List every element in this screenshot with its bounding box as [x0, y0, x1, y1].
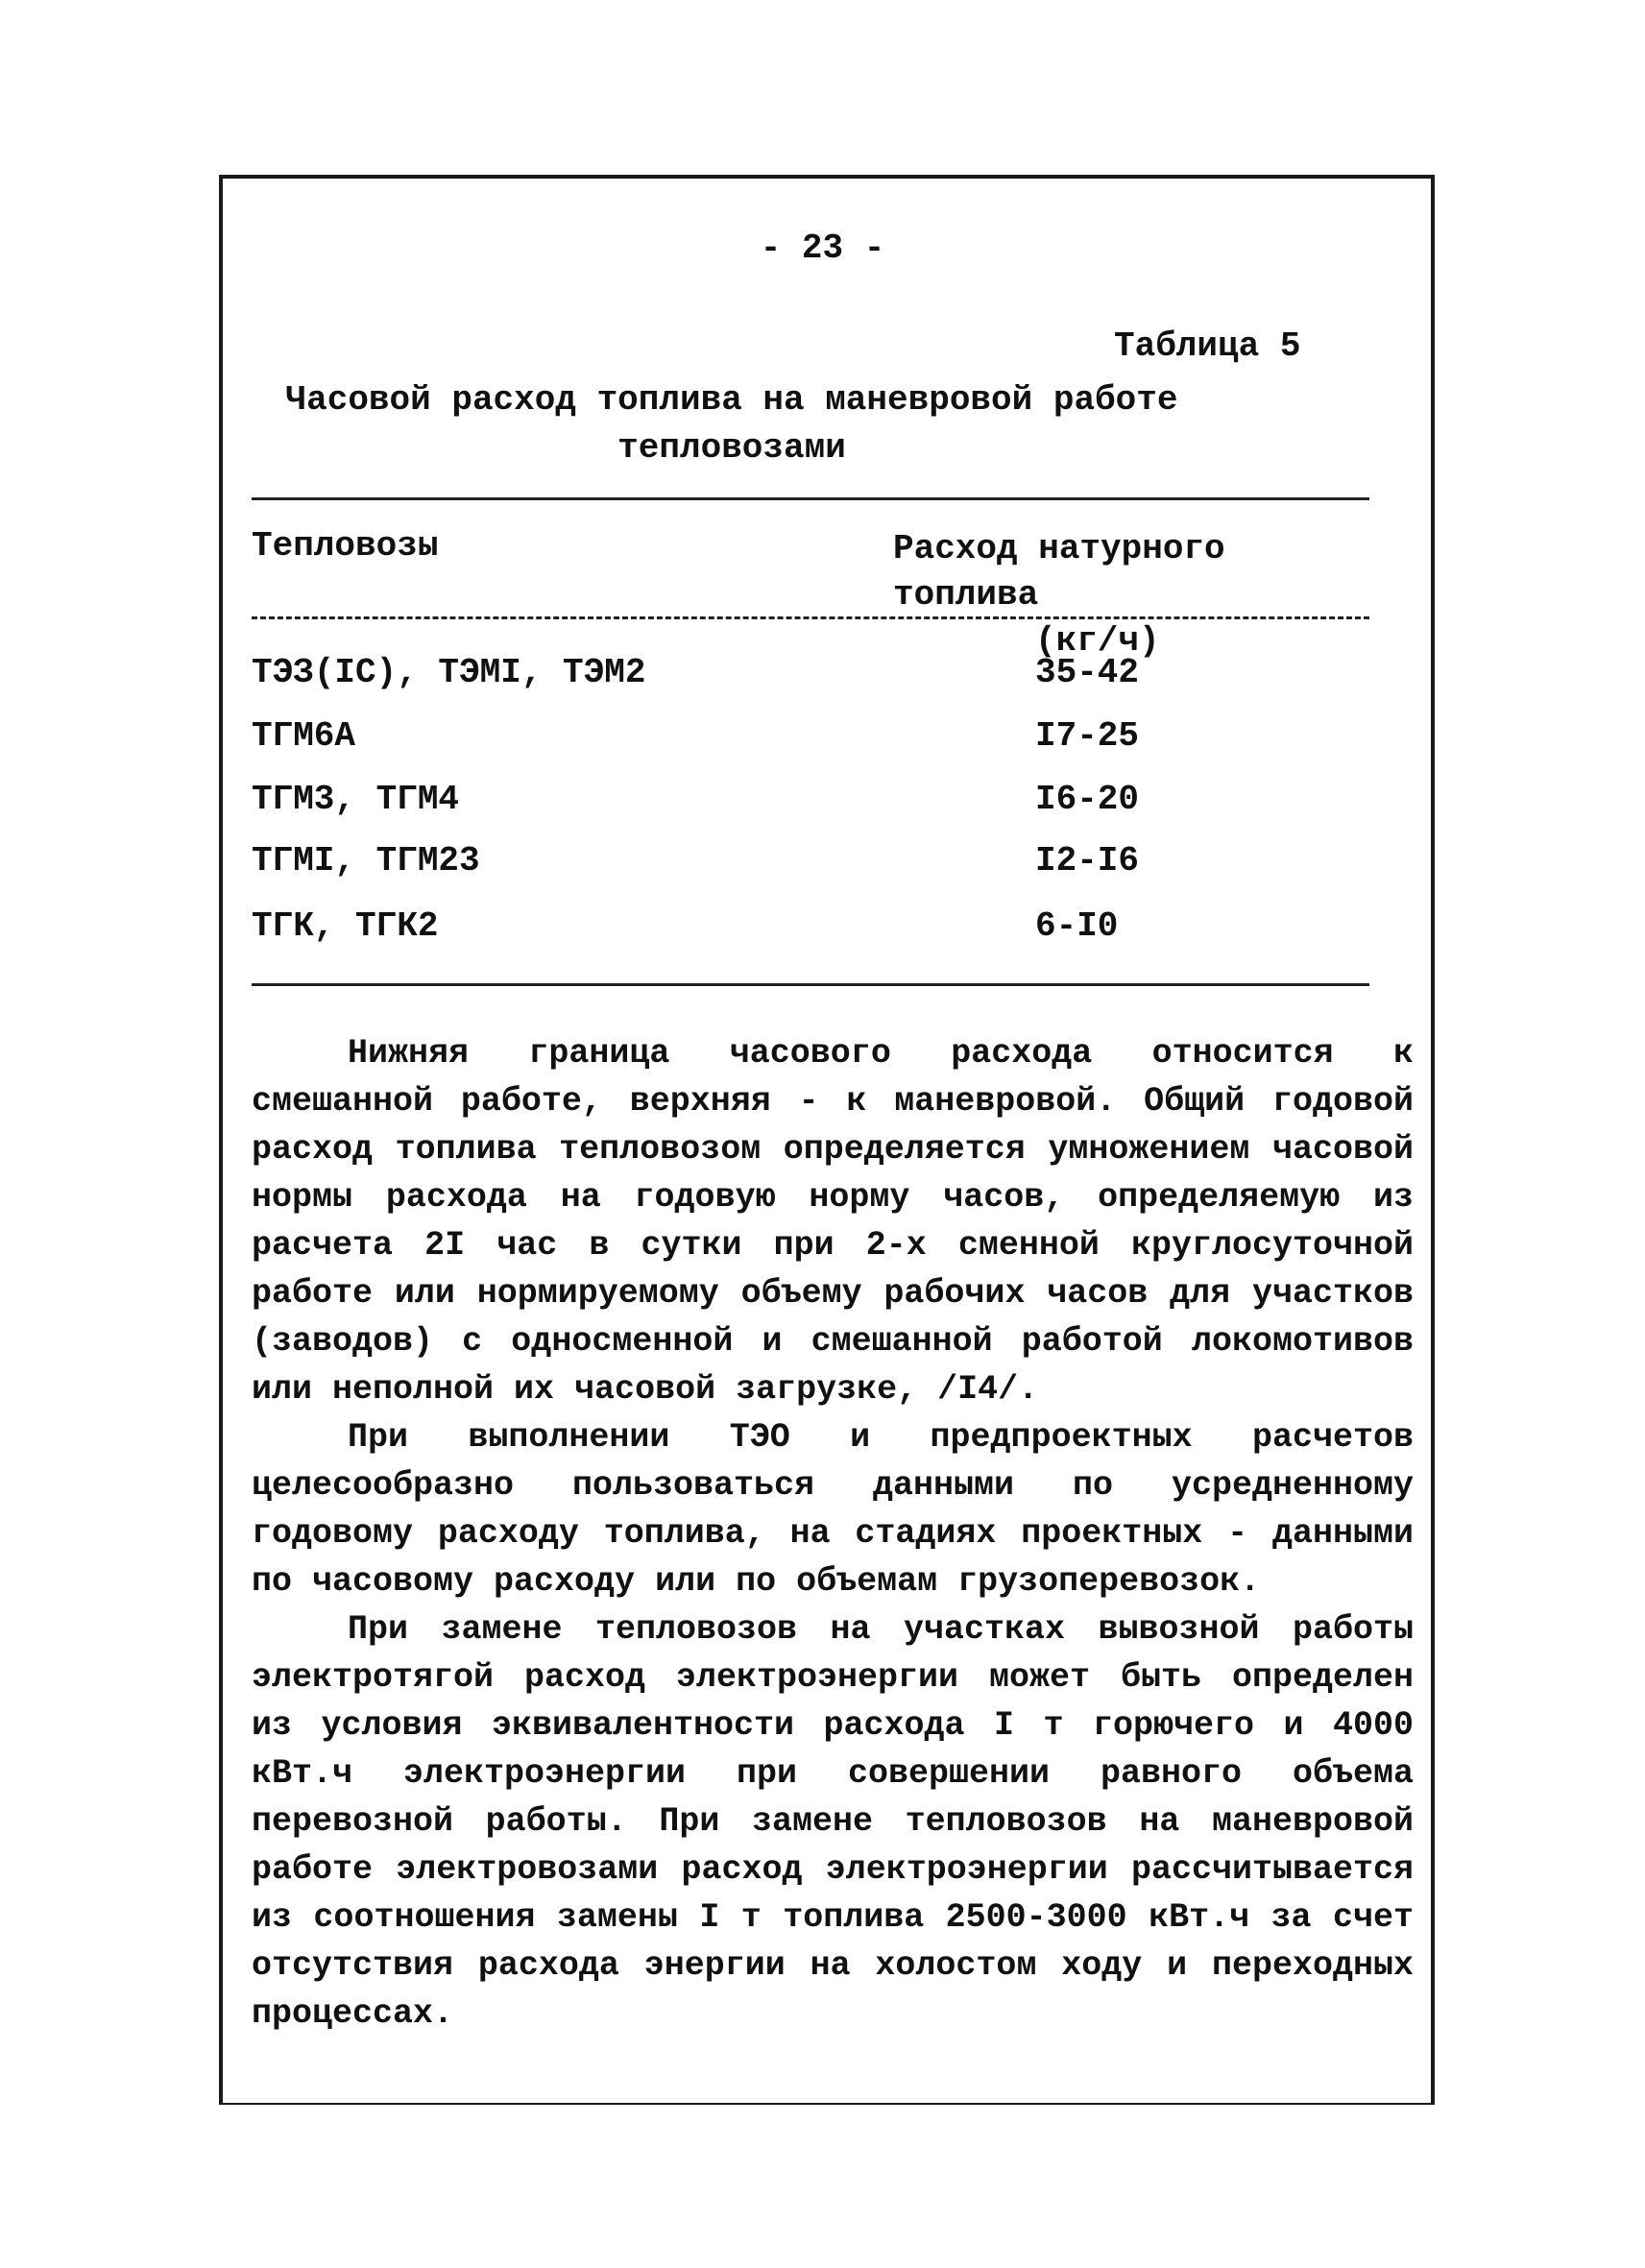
table-cell-fuel-rate: 35-42	[1035, 653, 1140, 692]
page-number: - 23 -	[760, 229, 885, 268]
table-header-fuel-rate	[893, 526, 1373, 664]
paragraph: Нижняя граница часового расхода относится к смешанной работе, верхняя - к маневровой. Общий годовой расход топлива тепловозом определяется умножением часовой нормы расхода на годовую норму часов, определяемую из расчета 2I час в сутки при 2-х сменной круглосуточной работе или нормируемому объему рабочих часов для участков (заводов) с односменной и смешанной работой локомотивов или неполной их часовой загрузке, /I4/.	[252, 1034, 1414, 1409]
table-row	[252, 841, 1369, 899]
table-row	[252, 716, 1369, 774]
table-caption: Таблица 5	[1114, 326, 1301, 366]
table-cell-locomotive: ТГМ3, ТГМ4	[252, 780, 460, 819]
table-top-rule	[252, 497, 1369, 500]
table-header-rule	[252, 616, 1369, 619]
table-title-line2: тепловозами	[617, 428, 846, 468]
paragraph: При замене тепловозов на участках вывозной работы электротягой расход электроэнергии может быть определен из условия эквивалентности расхода I т горючего и 4000 кВт.ч электроэнергии при совершении равного объема перевозной работы. При замене тепловозов на маневровой работе электровозами расход электроэнергии рассчитывается из соотношения замены I т топлива 2500-3000 кВт.ч за счет отсутствия расхода энергии на холостом ходу и переходных процессах.	[252, 1610, 1414, 2033]
table-title	[252, 376, 1212, 472]
table-title-line1: Часовой расход топлива на маневровой работе	[285, 380, 1178, 420]
table-header-fuel-rate-unit: (кг/ч)	[1035, 621, 1160, 661]
table-header-locomotives: Тепловозы	[252, 526, 439, 566]
table-cell-fuel-rate: I2-I6	[1035, 841, 1140, 881]
table-row	[252, 780, 1369, 837]
table-bottom-rule	[252, 983, 1369, 986]
table-row	[252, 906, 1369, 964]
table-cell-fuel-rate: I7-25	[1035, 716, 1140, 756]
table-cell-locomotive: ТГМI, ТГМ23	[252, 841, 480, 881]
table-cell-fuel-rate: I6-20	[1035, 780, 1140, 819]
table-row	[252, 653, 1369, 711]
paragraph: При выполнении ТЭО и предпроектных расчетов целесообразно пользоваться данными по усредненному годовому расходу топлива, на стадиях проектных - данными по часовому расходу или по объемам грузоперевозок.	[252, 1418, 1414, 1601]
table-cell-locomotive: ТГК, ТГК2	[252, 906, 439, 946]
body-text	[252, 1029, 1414, 2038]
table-cell-locomotive: ТГМ6А	[252, 716, 356, 756]
table-header-fuel-rate-label: Расход натурного топлива	[893, 529, 1225, 615]
table-cell-locomotive: ТЭЗ(IС), ТЭМI, ТЭМ2	[252, 653, 646, 692]
table-cell-fuel-rate: 6-I0	[1035, 906, 1119, 946]
